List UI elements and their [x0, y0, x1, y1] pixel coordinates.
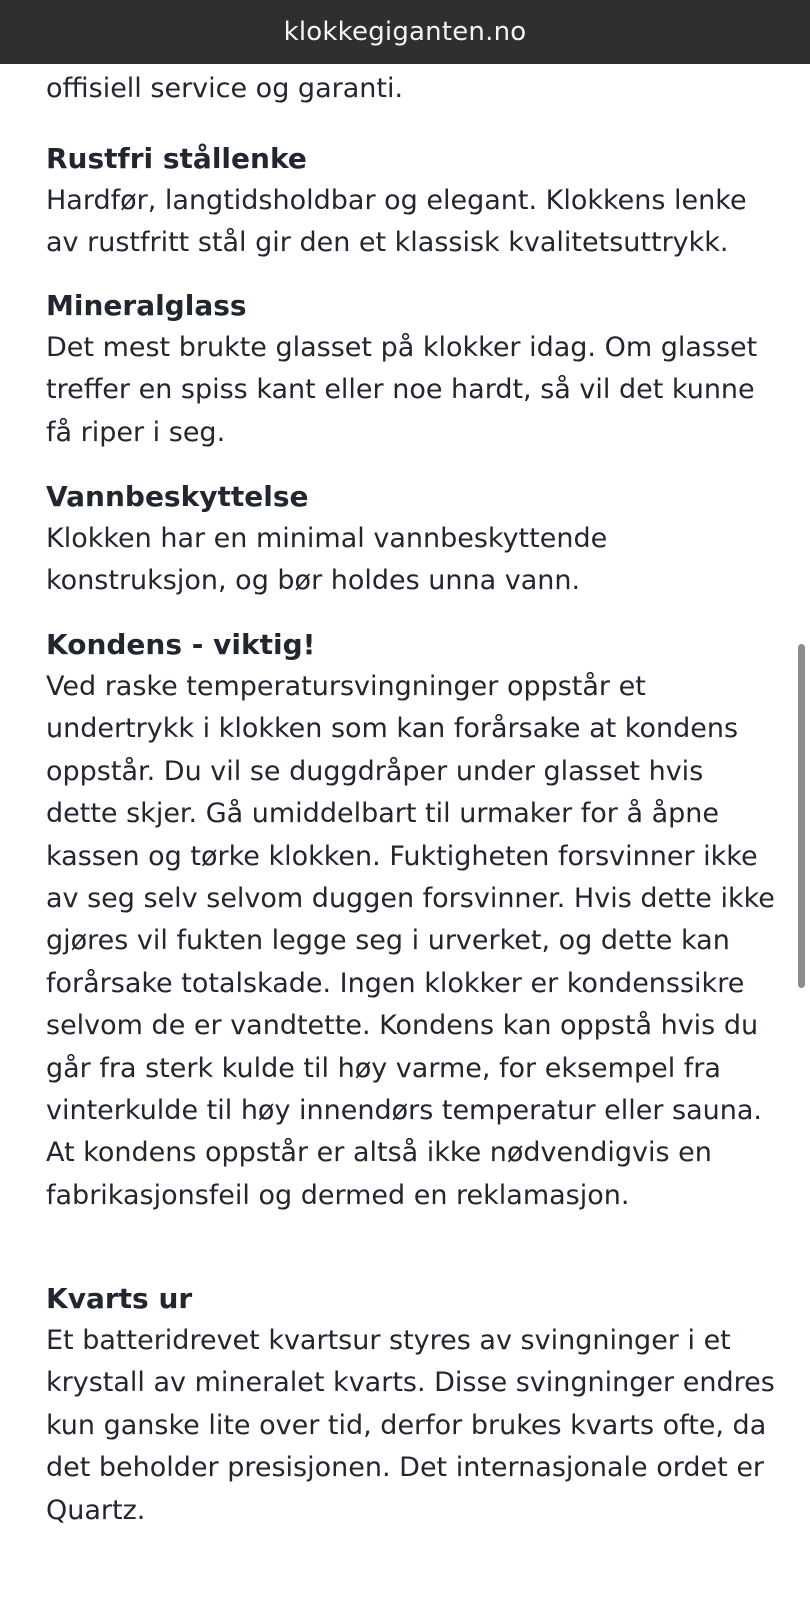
section-kvarts-ur [46, 1278, 776, 1532]
section-body: Hardfør, langtidsholdbar og elegant. Klokkens lenke av rustfritt stål gir den et klassisk kvalitetsuttrykk. [46, 185, 747, 259]
section-body: Et batteridrevet kvartsur styres av svingninger i et krystall av mineralet kvarts. Disse svingninger endres kun ganske lite over tid, derfor brukes kvarts ofte, da det beholder presisjonen. Det internasjonale ordet er Quartz. [46, 1325, 775, 1526]
section-heading: Kondens - viktig! [46, 628, 316, 661]
section-body: Ved raske temperatursvingninger oppstår et undertrykk i klokken som kan forårsake at kondens oppstår. Du vil se duggdråper under glasset hvis dette skjer. Gå umiddelbart til urmaker for å åpne kassen og tørke klokken. Fuktigheten forsvinner ikke av seg selv selvom duggen forsvinner. Hvis dette ikke gjøres vil fukten legge seg i urverket, og dette kan forårsake totalskade. Ingen klokker er kondenssikre selvom de er vandtette. Kondens kan oppstå hvis du går fra sterk kulde til høy varme, for eksempel fra vinterkulde til høy innendørs temperatur eller sauna. At kondens oppstår er altså ikke nødvendigvis en fabrikasjonsfeil og dermed en reklamasjon. [46, 671, 775, 1211]
intro-last-line: offisiell service og garanti. [46, 73, 404, 104]
section-heading: Kvarts ur [46, 1282, 193, 1315]
browser-address-bar[interactable] [0, 0, 810, 64]
section-vannbeskyttelse [46, 476, 776, 603]
section-kondens [46, 624, 776, 1217]
url-text: klokkegiganten.no [283, 17, 527, 47]
section-heading: Rustfri stållenke [46, 142, 307, 175]
scrollbar-thumb[interactable] [798, 644, 805, 988]
section-heading: Vannbeskyttelse [46, 480, 309, 513]
section-mineralglass [46, 285, 776, 454]
product-info-content [46, 64, 776, 1600]
section-body: Det mest brukte glasset på klokker idag. Om glasset treffer en spiss kant eller noe hardt, så vil det kunne få riper i seg. [46, 332, 758, 448]
section-rustfri-stallenke [46, 138, 776, 265]
section-body: Klokken har en minimal vannbeskyttende konstruksjon, og bør holdes unna vann. [46, 523, 608, 597]
section-heading: Mineralglass [46, 289, 247, 322]
